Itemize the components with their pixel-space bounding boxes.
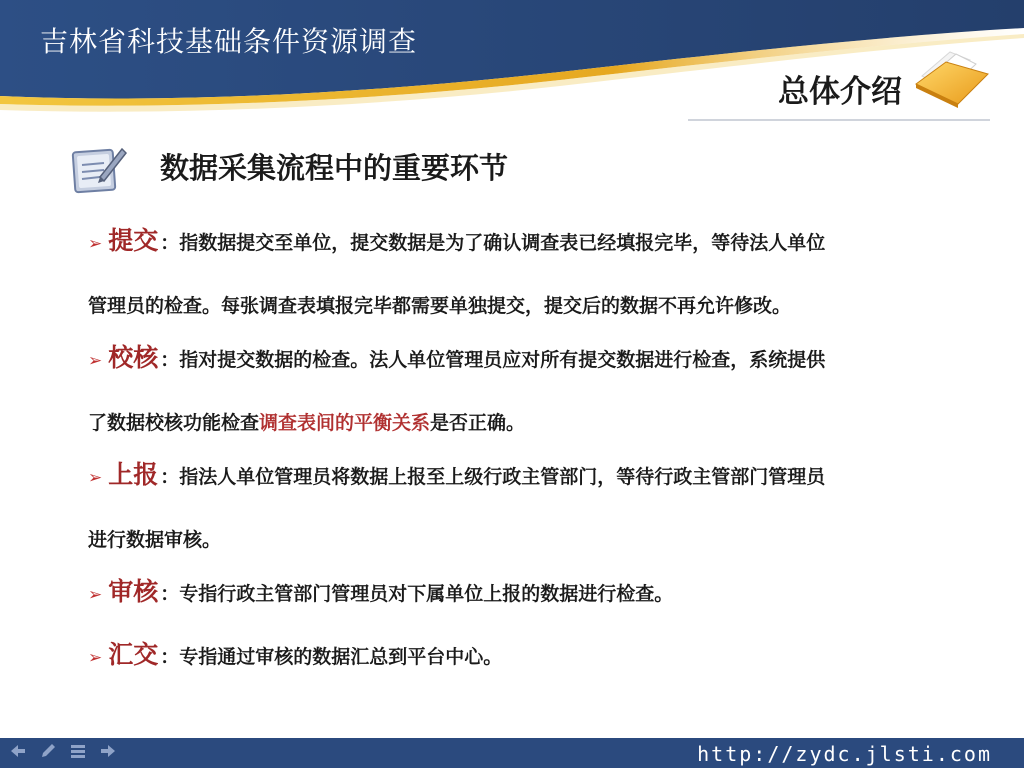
step-term: 提交 <box>108 226 159 255</box>
step-term: 校核 <box>108 343 159 372</box>
step-description-continued <box>88 408 978 438</box>
list-item <box>88 226 978 321</box>
list-item-line <box>88 577 978 610</box>
list-item-line <box>88 343 978 376</box>
step-description: ：指对提交数据的检查。法人单位管理员应对所有提交数据进行检查，系统提供 <box>160 349 826 371</box>
step-description-continued: 进行数据审核。 <box>88 529 222 551</box>
description-text: 是否正确。 <box>430 412 526 434</box>
menu-icon[interactable] <box>68 741 88 761</box>
arrow-left-icon[interactable] <box>8 741 28 761</box>
pencil-icon[interactable] <box>38 741 58 761</box>
description-text: 了数据校核功能检查 <box>88 412 260 434</box>
step-description: ：指数据提交至单位，提交数据是为了确认调查表已经填报完毕，等待法人单位 <box>160 232 826 254</box>
arrow-right-icon[interactable] <box>98 741 118 761</box>
highlighted-text: 调查表间的平衡关系 <box>259 412 431 434</box>
app-title: 吉林省科技基础条件资源调查 <box>40 25 418 58</box>
section-title: 总体介绍 <box>778 74 902 110</box>
folder-icon <box>912 40 992 112</box>
list-item-line <box>88 226 978 259</box>
arrow-bullet-icon: ➢ <box>88 585 103 605</box>
step-term: 审核 <box>108 577 159 606</box>
arrow-bullet-icon: ➢ <box>88 351 103 371</box>
step-description: ：专指通过审核的数据汇总到平台中心。 <box>160 646 503 668</box>
step-description-continued: 管理员的检查。每张调查表填报完毕都需要单独提交，提交后的数据不再允许修改。 <box>88 295 792 317</box>
notepad-pencil-icon <box>70 143 128 195</box>
arrow-bullet-icon: ➢ <box>88 468 103 488</box>
step-description: ：指法人单位管理员将数据上报至上级行政主管部门，等待行政主管部门管理员 <box>160 466 826 488</box>
list-item-line <box>88 460 978 493</box>
list-item <box>88 640 978 673</box>
step-term: 汇交 <box>108 640 159 669</box>
list-item <box>88 460 978 555</box>
list-item-line <box>88 640 978 673</box>
content-heading: 数据采集流程中的重要环节 <box>160 151 509 185</box>
process-step-list <box>88 226 978 673</box>
footer-url[interactable]: http://zydc.jlsti.com <box>697 742 992 766</box>
arrow-bullet-icon: ➢ <box>88 648 103 668</box>
list-item <box>88 577 978 610</box>
arrow-bullet-icon: ➢ <box>88 234 103 254</box>
list-item <box>88 343 978 438</box>
step-description: ：专指行政主管部门管理员对下属单位上报的数据进行检查。 <box>160 583 674 605</box>
step-term: 上报 <box>108 460 159 489</box>
slide-navigation <box>8 741 118 761</box>
section-divider <box>688 119 990 121</box>
